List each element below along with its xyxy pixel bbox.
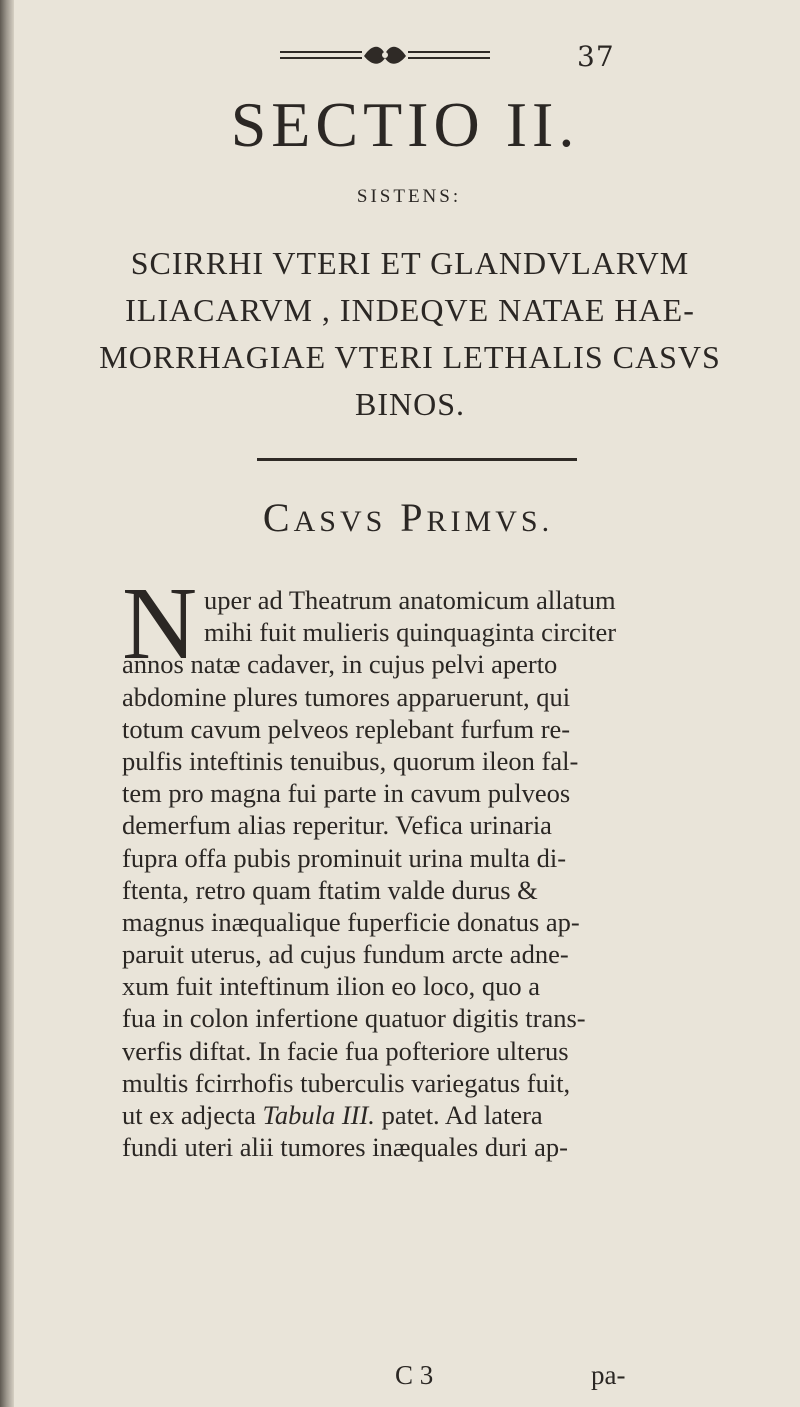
text-line: mihi fuit mulieris quinquaginta circiter [204, 617, 617, 648]
text-line: uper ad Theatrum anatomicum allatum [204, 585, 616, 615]
summary-line: ILIACARVM , INDEQVE NATAE HAE- [125, 292, 695, 328]
text-line: verfis diftat. In facie fua pofteriore ulterus [122, 1035, 569, 1066]
page-number: 37 [577, 40, 615, 73]
sistens-label: SISTENS: [356, 186, 462, 207]
text-line: xum fuit inteftinum ilion eo loco, quo a [122, 971, 541, 1002]
text-line: fua in colon infertione quatuor digitis trans- [122, 1003, 586, 1034]
text-line: demerfum alias reperitur. Vefica urinaria [122, 810, 552, 841]
text-line: fundi uteri alii tumores inæquales duri ap- [122, 1132, 568, 1163]
signature-mark: C 3 [395, 1360, 434, 1390]
text-line: pulfis inteftinis tenuibus, quorum ileon fal- [122, 745, 579, 776]
head-ornament [280, 44, 490, 66]
text-line: magnus inæqualique fuperficie donatus ap- [122, 906, 580, 937]
text-line: fupra offa pubis prominuit urina multa di- [122, 842, 567, 873]
summary-line: BINOS. [354, 386, 465, 422]
italic-reference: Tabula III. [262, 1100, 375, 1130]
text-segment: ut ex adjecta [122, 1100, 263, 1130]
case-title [0, 494, 800, 541]
drop-cap: N [122, 566, 198, 681]
case-title-rest: RIMVS. [426, 505, 554, 538]
case-title-rest: ASVS [293, 505, 387, 538]
text-line: ftenta, retro quam ftatim valde durus & [122, 874, 538, 905]
text-line: abdomine plures tumores apparuerunt, qui [122, 681, 571, 712]
text-line: tem pro magna fui parte in cavum pulveos [122, 778, 571, 809]
body-paragraph [122, 584, 742, 1163]
divider-rule [257, 458, 577, 461]
section-title: SECTIO II. [230, 89, 580, 160]
text-line [122, 1099, 742, 1131]
case-title-cap: P [400, 495, 427, 540]
section-summary [0, 240, 800, 428]
catchword: pa- [591, 1360, 626, 1390]
text-line: multis fcirrhofis tuberculis variegatus fuit, [122, 1067, 571, 1098]
text-line: totum cavum pelveos replebant furfum re- [122, 713, 571, 744]
summary-line: MORRHAGIAE VTERI LETHALIS CASVS [99, 339, 721, 375]
case-title-cap: C [262, 495, 294, 540]
summary-line: SCIRRHI VTERI ET GLANDVLARVM [130, 245, 690, 281]
text-line: annos natæ cadaver, in cujus pelvi aperto [122, 649, 558, 680]
text-line: paruit uterus, ad cujus fundum arcte adne- [122, 939, 569, 970]
text-segment: patet. Ad latera [374, 1100, 543, 1130]
